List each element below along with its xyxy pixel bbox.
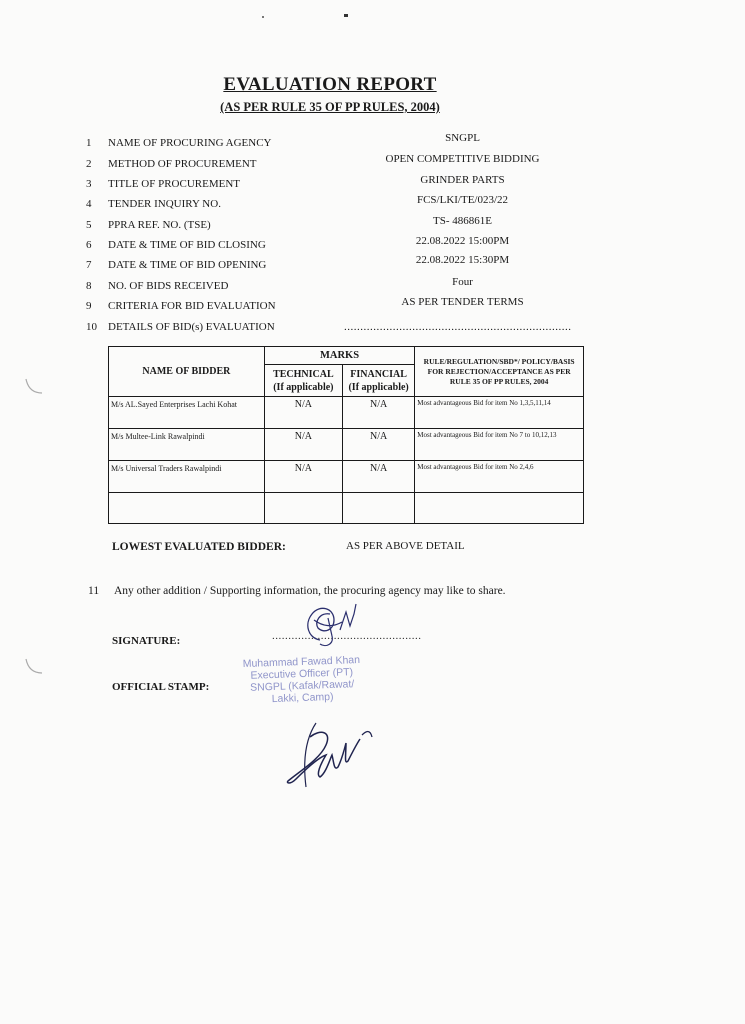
lowest-bidder-label: LOWEST EVALUATED BIDDER: (112, 541, 286, 553)
field-value: OPEN COMPETITIVE BIDDING (385, 153, 540, 165)
stamp-line: SNGPL (Kafak/Rawat/ (249, 678, 355, 694)
field-value: GRINDER PARTS (420, 174, 505, 186)
field-number: 10 (86, 321, 97, 333)
evaluation-remark: Most advantageous Bid for item No 1,3,5,11,14 (415, 397, 584, 429)
field-label: TITLE OF PROCUREMENT (108, 178, 240, 190)
official-stamp (221, 653, 383, 707)
punch-hole-mark (22, 655, 44, 677)
field-value: 22.08.2022 15:30PM (415, 254, 510, 266)
lowest-bidder-value: AS PER ABOVE DETAIL (346, 540, 465, 552)
field-number: 8 (86, 280, 92, 292)
report-title: EVALUATION REPORT (223, 74, 437, 95)
financial-marks: N/A (342, 461, 414, 493)
field-label: NAME OF PROCURING AGENCY (108, 137, 272, 149)
item-text: Any other addition / Supporting information, the procuring agency may like to share. (114, 585, 506, 597)
empty-cell (109, 493, 265, 524)
field-number: 1 (86, 137, 92, 149)
column-header-rule: RULE/REGULATION/SBD*/ POLICY/BASIS FOR REJECTION/ACCEPTANCE AS PER RULE 35 OF PP RULES, 2004 (415, 347, 584, 397)
bidder-name: M/s Multee-Link Rawalpindi (109, 429, 265, 461)
field-value-dotted-line: ...................................................................... (344, 321, 572, 333)
handwritten-signature (280, 715, 390, 795)
report-subtitle: (AS PER RULE 35 OF PP RULES, 2004) (220, 100, 440, 114)
field-value: Four (452, 276, 473, 288)
official-stamp-label: OFFICIAL STAMP: (112, 681, 210, 693)
evaluation-remark: Most advantageous Bid for item No 2,4,6 (415, 461, 584, 493)
field-row (0, 256, 745, 274)
field-value: TS- 486861E (433, 215, 492, 227)
bidder-name: M/s Universal Traders Rawalpindi (109, 461, 265, 493)
field-row (0, 297, 745, 315)
field-number: 7 (86, 259, 92, 271)
field-value: SNGPL (445, 132, 480, 144)
table-row-empty (109, 493, 584, 524)
empty-cell (264, 493, 342, 524)
financial-sublabel: (If applicable) (348, 381, 409, 393)
field-label: DATE & TIME OF BID CLOSING (108, 239, 266, 251)
financial-marks: N/A (342, 429, 414, 461)
field-number: 2 (86, 158, 92, 170)
empty-cell (415, 493, 584, 524)
scan-speck (344, 14, 348, 17)
column-header-technical (264, 365, 342, 397)
item-number: 11 (88, 585, 100, 597)
field-row (0, 318, 745, 336)
technical-marks: N/A (264, 429, 342, 461)
field-label: CRITERIA FOR BID EVALUATION (108, 300, 276, 312)
technical-marks: N/A (264, 397, 342, 429)
field-number: 3 (86, 178, 92, 190)
technical-sublabel: (If applicable) (273, 381, 334, 393)
field-label: PPRA REF. NO. (TSE) (108, 219, 211, 231)
scan-speck (262, 16, 264, 18)
field-number: 9 (86, 300, 92, 312)
table-header-row (109, 347, 584, 365)
column-header-financial (342, 365, 414, 397)
field-label: DATE & TIME OF BID OPENING (108, 259, 267, 271)
punch-hole-mark (22, 375, 44, 397)
financial-label: FINANCIAL (350, 368, 407, 380)
signature-initials (290, 600, 370, 660)
field-value: AS PER TENDER TERMS (401, 296, 524, 308)
technical-marks: N/A (264, 461, 342, 493)
evaluation-remark: Most advantageous Bid for item No 7 to 10,12,13 (415, 429, 584, 461)
signature-label: SIGNATURE: (112, 635, 181, 647)
bidder-name: M/s AL.Sayed Enterprises Lachi Kohat (109, 397, 265, 429)
field-value: FCS/LKI/TE/023/22 (416, 194, 509, 206)
table-row (109, 461, 584, 493)
table-row (109, 429, 584, 461)
field-number: 5 (86, 219, 92, 231)
field-label: NO. OF BIDS RECEIVED (108, 280, 229, 292)
financial-marks: N/A (342, 397, 414, 429)
field-number: 4 (86, 198, 92, 210)
field-number: 6 (86, 239, 92, 251)
empty-cell (342, 493, 414, 524)
field-label: DETAILS OF BID(s) EVALUATION (108, 321, 275, 333)
bid-evaluation-table (108, 346, 584, 524)
stamp-line: Executive Officer (PT) (250, 666, 354, 682)
field-value: 22.08.2022 15:00PM (415, 235, 510, 247)
table-row (109, 397, 584, 429)
signature-line: .............................................. (272, 630, 422, 642)
column-header-marks: MARKS (264, 347, 414, 365)
additional-info-item (88, 585, 506, 597)
stamp-line: Lakki, Camp) (271, 690, 334, 706)
field-row (0, 195, 745, 213)
technical-label: TECHNICAL (273, 368, 334, 380)
field-label: TENDER INQUIRY NO. (108, 198, 221, 210)
field-label: METHOD OF PROCUREMENT (108, 158, 257, 170)
column-header-bidder: NAME OF BIDDER (109, 347, 265, 397)
stamp-line: Muhammad Fawad Khan (242, 653, 361, 671)
